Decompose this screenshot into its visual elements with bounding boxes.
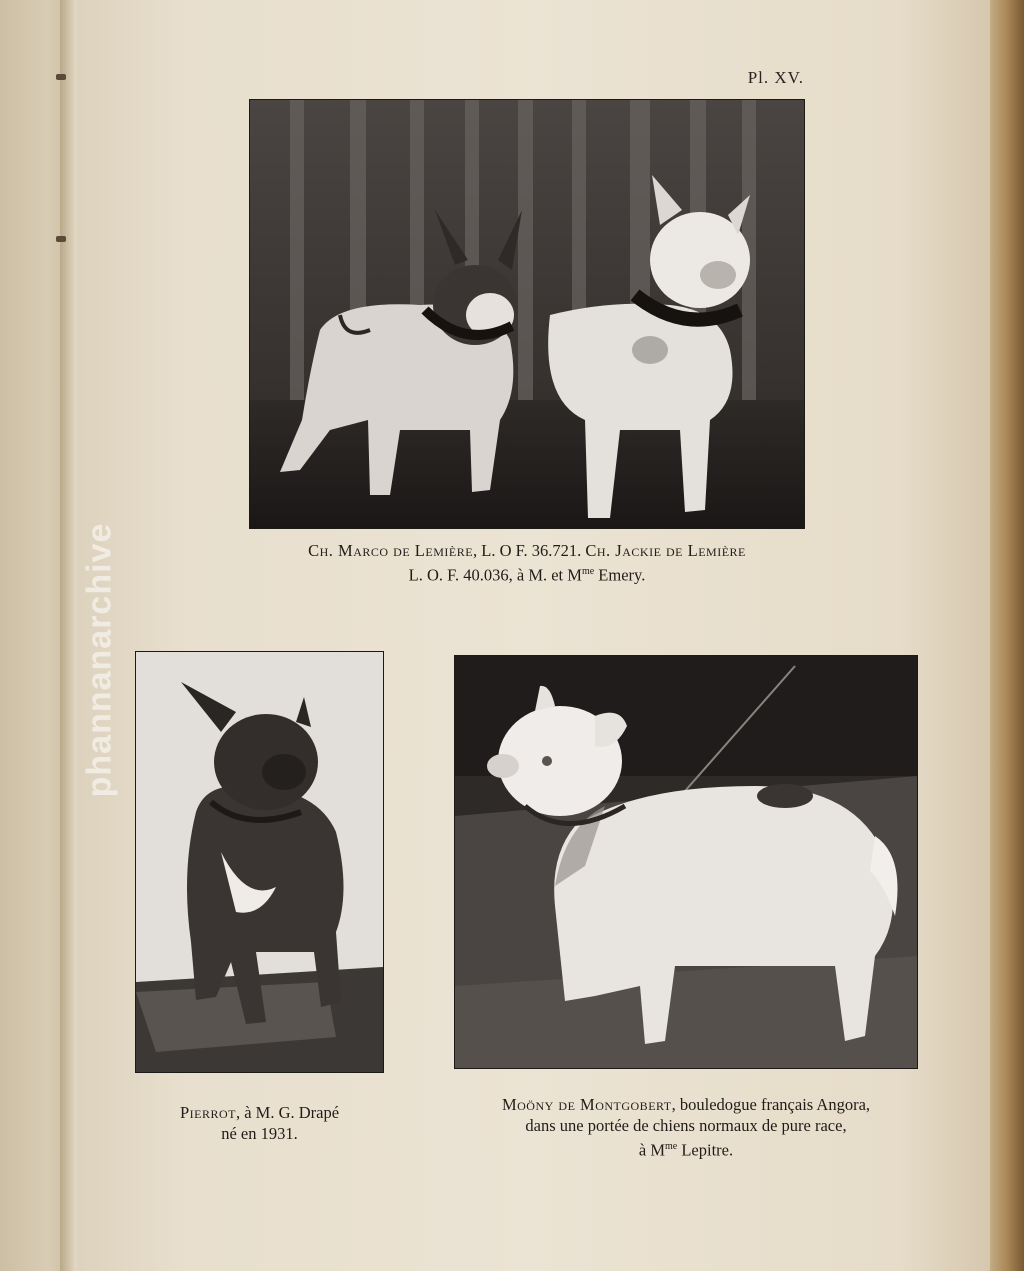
caption-superscript: me [665,1141,678,1152]
caption-description: dans une portée de chiens normaux de pure race, [525,1116,847,1135]
page-stack-edge [990,0,1024,1271]
caption-owner: Emery. [594,565,646,585]
caption-owner: L. O. F. 40.036, à M. et M [408,565,582,585]
plate-number: Pl. XV. [747,68,804,87]
caption-dog-name: Moöny de Montgobert [501,1095,672,1114]
caption-dog-name: Ch. Jackie de Lemière [585,541,746,560]
caption-superscript: me [581,566,595,577]
caption-description: , bouledogue français Angora, [671,1095,871,1114]
caption-moony [430,1094,942,1161]
photo-pierrot [136,652,383,1072]
caption-birth-year: né en 1931. [221,1124,298,1143]
binding-stitch [56,236,66,242]
photo-moony [455,656,917,1068]
caption-owner: à M [638,1140,665,1160]
watermark: phannanarchive [80,522,119,798]
caption-dog-name: Ch. Marco de Lemière [308,541,474,560]
photo-two-bulldogs [250,100,804,528]
caption-owner: Lepitre. [677,1140,734,1160]
caption-top-photo [230,540,824,586]
caption-registration: , L. O F. 36.721. [473,541,586,560]
caption-dog-name: Pierrot [179,1103,236,1122]
binding-stitch [56,74,66,80]
caption-pierrot [120,1102,399,1144]
caption-owner: , à M. G. Drapé [235,1103,340,1122]
